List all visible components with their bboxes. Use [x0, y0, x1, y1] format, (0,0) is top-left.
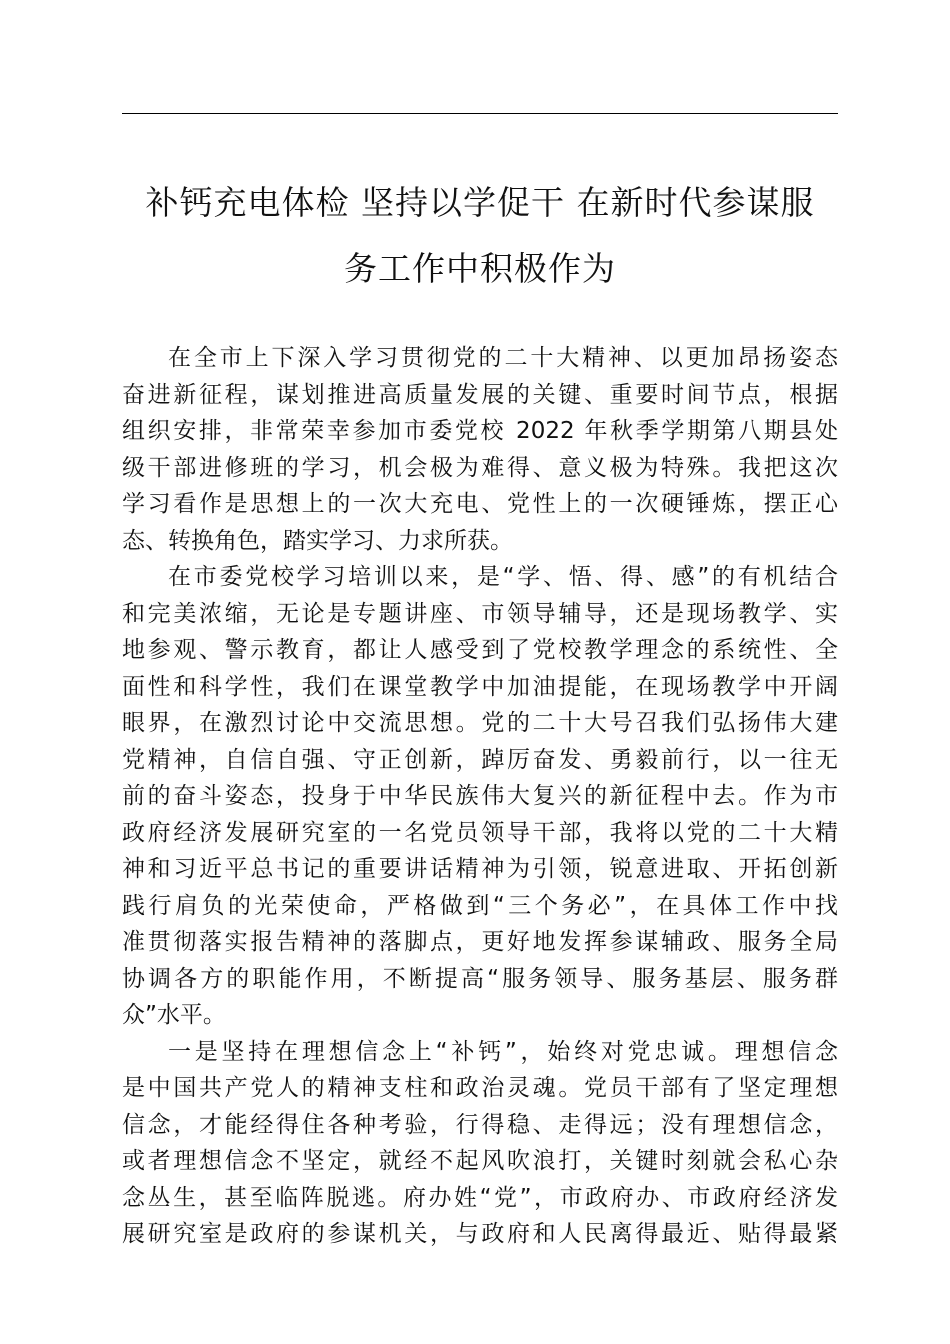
paragraph-line: 协调各方的职能作用，不断提高“服务领导、服务基层、服务群 — [122, 965, 838, 992]
paragraph-line: 态、转换角色，踏实学习、力求所获。 — [122, 527, 513, 554]
document-title — [122, 170, 838, 302]
paragraph-line: 展研究室是政府的参谋机关，与政府和人民离得最近、贴得最紧 — [122, 1221, 838, 1247]
paragraph-line: 奋进新征程，谋划推进高质量发展的关键、重要时间节点，根据 — [122, 381, 838, 408]
header-rule — [122, 113, 838, 114]
paragraph-line: 念丛生，甚至临阵脱逃。府办姓“党”，市政府办、市政府经济发 — [122, 1184, 838, 1211]
paragraph-line: 组织安排，非常荣幸参加市委党校 2022 年秋季学期第八期县处 — [122, 418, 838, 444]
paragraph-line: 前的奋斗姿态，投身于中华民族伟大复兴的新征程中去。作为市 — [122, 783, 838, 809]
paragraph-2 — [122, 559, 838, 1034]
paragraph-line: 政府经济发展研究室的一名党员领导干部，我将以党的二十大精 — [122, 819, 838, 846]
paragraph-line: 面性和科学性，我们在课堂教学中加油提能，在现场教学中开阔 — [122, 673, 838, 700]
paragraph-line: 和完美浓缩，无论是专题讲座、市领导辅导，还是现场教学、实 — [122, 600, 838, 627]
paragraph-line: 众”水平。 — [122, 1002, 226, 1028]
paragraph-line: 神和习近平总书记的重要讲话精神为引领，锐意进取、开拓创新 — [122, 856, 838, 882]
paragraph-line: 眼界，在激烈讨论中交流思想。党的二十大号召我们弘扬伟大建 — [122, 710, 838, 736]
paragraph-line: 地参观、警示教育，都让人感受到了党校教学理念的系统性、全 — [122, 637, 838, 663]
paragraph-3 — [122, 1034, 838, 1253]
paragraph-line: 是中国共产党人的精神支柱和政治灵魂。党员干部有了坚定理想 — [122, 1075, 838, 1101]
paragraph-line: 级干部进修班的学习，机会极为难得、意义极为特殊。我把这次 — [122, 454, 838, 481]
paragraph-line: 或者理想信念不坚定，就经不起风吹浪打，关键时刻就会私心杂 — [122, 1148, 838, 1174]
document-body — [122, 340, 838, 1253]
title-line-2: 务工作中积极作为 — [344, 249, 616, 288]
paragraph-line: 在全市上下深入学习贯彻党的二十大精神、以更加昂扬姿态 — [168, 345, 838, 371]
paragraph-line: 践行肩负的光荣使命，严格做到“三个务必”，在具体工作中找 — [122, 892, 838, 919]
paragraph-line: 学习看作是思想上的一次大充电、党性上的一次硬锤炼，摆正心 — [122, 491, 838, 517]
title-line-1: 补钙充电体检 坚持以学促干 在新时代参谋服 — [145, 183, 815, 222]
paragraph-line: 党精神，自信自强、守正创新，踔厉奋发、勇毅前行，以一往无 — [122, 746, 838, 773]
paragraph-1 — [122, 340, 838, 559]
paragraph-line: 信念，才能经得住各种考验，行得稳、走得远；没有理想信念， — [122, 1111, 838, 1138]
paragraph-line: 一是坚持在理想信念上“补钙”，始终对党忠诚。理想信念 — [168, 1038, 838, 1065]
paragraph-line: 在市委党校学习培训以来，是“学、悟、得、感”的有机结合 — [168, 564, 838, 590]
paragraph-line: 准贯彻落实报告精神的落脚点，更好地发挥参谋辅政、服务全局 — [122, 929, 838, 955]
